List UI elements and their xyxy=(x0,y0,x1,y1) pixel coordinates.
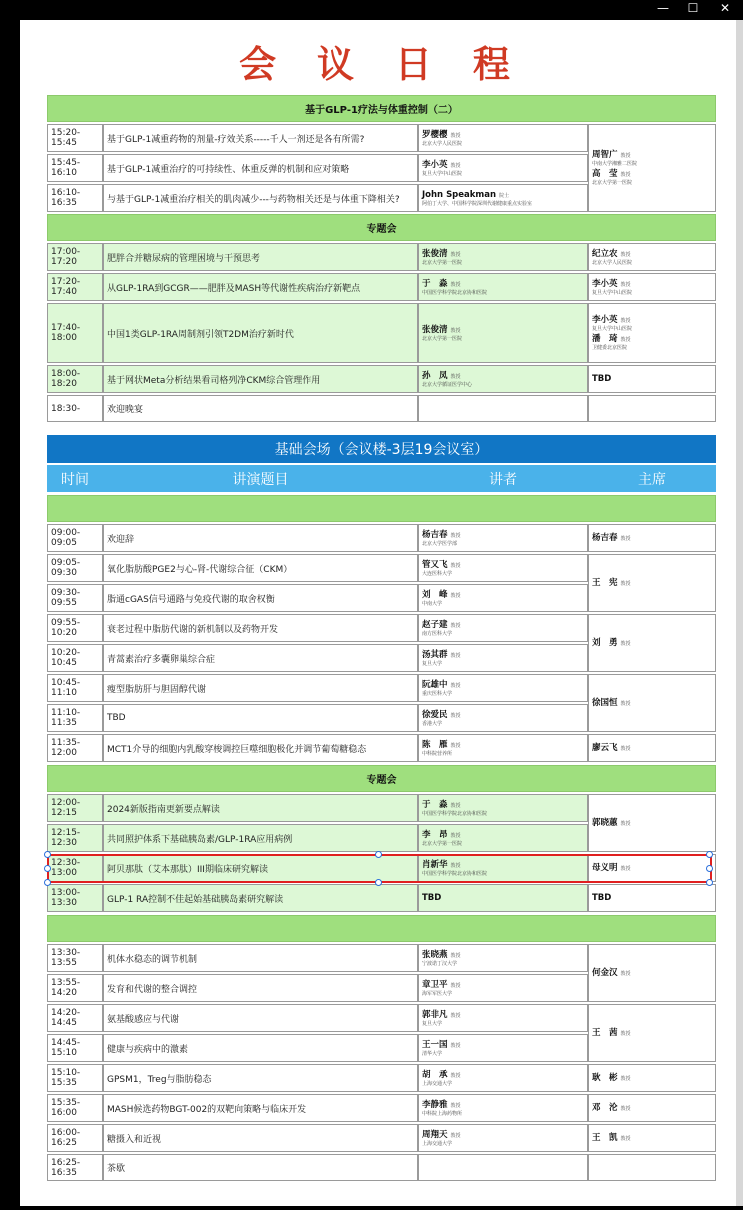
time-cell: 17:00-17:20 xyxy=(47,243,103,271)
schedule-row xyxy=(47,554,716,582)
topic-cell: 与基于GLP-1减重治疗相关的肌肉减少---与药物相关还是与体重下降相关? xyxy=(103,184,418,212)
chair-name: 耿 彬 xyxy=(592,1072,618,1083)
topic-cell: 衰老过程中脂肪代谢的新机制以及药物开发 xyxy=(103,614,418,642)
time-cell: 13:30-13:55 xyxy=(47,944,103,972)
speaker-name: 郭非凡 xyxy=(422,1009,448,1020)
time-cell: 16:25-16:35 xyxy=(47,1154,103,1181)
chair-cell xyxy=(588,1004,716,1062)
section-title: 专题会 xyxy=(47,765,716,792)
speaker-name: 赵子建 xyxy=(422,619,448,630)
chair-affiliation: 卫健委北京医院 xyxy=(592,345,628,351)
speaker-cell xyxy=(418,824,588,852)
speaker-affiliation: 南方医科大学 xyxy=(422,630,453,637)
speaker-cell xyxy=(418,944,588,972)
topic-cell: 基于网状Meta分析结果看司格列净CKM综合管理作用 xyxy=(103,365,418,393)
speaker-title: 教授 xyxy=(450,952,461,959)
chair-cell xyxy=(588,734,716,762)
speaker-affiliation: 上海交通大学 xyxy=(422,1080,453,1087)
symposium-section-1 xyxy=(47,212,716,424)
chair-title: 教授 xyxy=(620,865,631,872)
chair-affiliation: 复旦大学中山医院 xyxy=(592,289,633,296)
speaker-cell xyxy=(418,584,588,612)
topic-cell: MCT1介导的细胞内乳酸穿梭调控巨噬细胞极化并调节葡萄糖稳态 xyxy=(103,734,418,762)
time-cell: 17:40-18:00 xyxy=(47,303,103,363)
chair-title: 教授 xyxy=(620,281,631,288)
topic-cell: 健康与疾病中的激素 xyxy=(103,1034,418,1062)
speaker-cell xyxy=(418,614,588,642)
speaker-title: 教授 xyxy=(450,251,461,258)
chair-title: 教授 xyxy=(620,1030,631,1037)
speaker-title: 院士 xyxy=(499,192,510,199)
speaker-name: 于 淼 xyxy=(422,799,448,810)
chair-name: 周智广 xyxy=(592,150,618,160)
speaker-cell xyxy=(418,154,588,182)
speaker-cell xyxy=(418,974,588,1002)
speaker-title: 教授 xyxy=(450,1102,461,1109)
topic-cell: 2024新版指南更新要点解读 xyxy=(103,794,418,822)
chair-cell xyxy=(588,1064,716,1092)
speaker-affiliation: 复旦大学中山医院 xyxy=(422,170,463,177)
time-cell: 15:20-15:45 xyxy=(47,124,103,152)
chair-name: 纪立农 xyxy=(592,248,618,259)
speaker-name: 章卫平 xyxy=(422,979,448,990)
speaker-title: 教授 xyxy=(450,562,461,569)
speaker-name: 杨吉春 xyxy=(422,529,448,540)
chair-title: 教授 xyxy=(620,745,631,752)
speaker-affiliation: 北京大学医学部 xyxy=(422,540,458,547)
chair-affiliation: 北京大学第一医院 xyxy=(592,180,633,186)
chair-name: 李小英 xyxy=(592,278,618,289)
speaker-cell xyxy=(418,554,588,582)
close-button[interactable]: ✕ xyxy=(719,1,731,15)
speaker-affiliation: 重庆医科大学 xyxy=(422,690,453,697)
time-cell: 09:30-09:55 xyxy=(47,584,103,612)
chair-name: 何金汉 xyxy=(592,967,618,978)
speaker-name: 张晓燕 xyxy=(422,949,448,960)
speaker-name: TBD xyxy=(422,893,442,903)
speaker-name: 孙 凤 xyxy=(422,370,448,381)
topic-cell: 氨基酸感应与代谢 xyxy=(103,1004,418,1032)
topic-cell: 机体水稳态的调节机制 xyxy=(103,944,418,972)
speaker-title: 教授 xyxy=(450,1042,461,1049)
speaker-affiliation: 海军军医大学 xyxy=(422,990,453,997)
speaker-cell xyxy=(418,395,588,422)
schedule-row xyxy=(47,1154,716,1181)
speaker-cell xyxy=(418,1154,588,1181)
schedule-row xyxy=(47,674,716,702)
time-cell: 10:20-10:45 xyxy=(47,644,103,672)
speaker-cell xyxy=(418,303,588,363)
bottom-bar xyxy=(0,1206,743,1210)
speaker-name: 汤其群 xyxy=(422,649,448,660)
speaker-affiliation: 北京大学人民医院 xyxy=(422,140,463,147)
time-cell: 10:45-11:10 xyxy=(47,674,103,702)
speaker-cell xyxy=(418,884,588,912)
schedule-row xyxy=(47,1124,716,1152)
topic-cell: MASH候选药物BGT-002的双靶向策略与临床开发 xyxy=(103,1094,418,1122)
chair-title: 教授 xyxy=(620,1075,631,1082)
speaker-affiliation: 宁波诺丁汉大学 xyxy=(422,960,458,967)
topic-cell: 共同照护体系下基础胰岛素/GLP-1RA应用病例 xyxy=(103,824,418,852)
speaker-title: 教授 xyxy=(450,802,461,809)
chair-title: 教授 xyxy=(620,535,631,542)
section-title: 基于GLP-1疗法与体重控制（二） xyxy=(47,95,716,122)
chair-name: 王 宪 xyxy=(592,577,618,588)
section-title xyxy=(47,915,716,942)
topic-cell: 基于GLP-1减重治疗的可持续性、体重反弹的机制和应对策略 xyxy=(103,154,418,182)
time-cell: 14:20-14:45 xyxy=(47,1004,103,1032)
maximize-button[interactable]: ☐ xyxy=(687,1,699,15)
chair-title: 教授 xyxy=(620,820,631,827)
chair-title: 教授 xyxy=(620,251,631,258)
speaker-name: 张俊清 xyxy=(422,248,448,259)
speaker-title: 教授 xyxy=(450,327,461,334)
speaker-title: 教授 xyxy=(450,862,461,869)
time-cell: 09:05-09:30 xyxy=(47,554,103,582)
chair-title: 教授 xyxy=(620,318,631,324)
section-title: 专题会 xyxy=(47,214,716,241)
time-cell: 16:10-16:35 xyxy=(47,184,103,212)
speaker-affiliation: 中国医学科学院北京协和医院 xyxy=(422,870,488,877)
time-cell: 09:00-09:05 xyxy=(47,524,103,552)
chair-affiliation: 复旦大学中山医院 xyxy=(592,326,633,332)
chair-title: 教授 xyxy=(620,153,631,159)
header-speaker: 讲者 xyxy=(418,465,588,492)
speaker-affiliation: 香港大学 xyxy=(422,720,443,727)
speaker-cell xyxy=(418,1004,588,1032)
speaker-affiliation: 清华大学 xyxy=(422,1050,443,1057)
speaker-name: 徐爱民 xyxy=(422,709,448,720)
afternoon-session xyxy=(47,913,716,1183)
speaker-title: 教授 xyxy=(450,373,461,380)
speaker-cell xyxy=(418,854,588,882)
time-cell: 15:35-16:00 xyxy=(47,1094,103,1122)
chair-name: 徐国恒 xyxy=(592,697,618,708)
resize-handle-top-left[interactable] xyxy=(44,851,51,858)
window-titlebar xyxy=(0,0,743,18)
topic-cell: 阿贝那肽（艾本那肽）III期临床研究解读 xyxy=(103,854,418,882)
chair-title: 教授 xyxy=(620,1105,631,1112)
speaker-affiliation: 北京大学循证医学中心 xyxy=(422,381,473,388)
speaker-affiliation: 上海交通大学 xyxy=(422,1140,453,1147)
speaker-name: 周翔天 xyxy=(422,1129,448,1140)
chair-cell xyxy=(588,524,716,552)
resize-handle-bottom-left[interactable] xyxy=(44,879,51,886)
topic-cell: 糖摄入和近视 xyxy=(103,1124,418,1152)
speaker-title: 教授 xyxy=(450,1072,461,1079)
schedule-row xyxy=(47,734,716,762)
glp1-section xyxy=(47,93,716,214)
schedule-row xyxy=(47,884,716,912)
speaker-cell xyxy=(418,794,588,822)
speaker-title: 教授 xyxy=(450,682,461,689)
topic-cell: 氧化脂肪酸PGE2与心-肾-代谢综合征（CKM） xyxy=(103,554,418,582)
speaker-name: 李小英 xyxy=(422,159,448,170)
speaker-name: 李静雅 xyxy=(422,1099,448,1110)
schedule-row xyxy=(47,1004,716,1032)
schedule-row xyxy=(47,1064,716,1092)
topic-cell: 基于GLP-1减重药物的剂量-疗效关系-----千人一剂还是各有所需? xyxy=(103,124,418,152)
chair-name: TBD xyxy=(592,374,612,384)
chair-cell xyxy=(588,554,716,612)
topic-cell: 发育和代谢的整合调控 xyxy=(103,974,418,1002)
speaker-affiliation: 复旦大学 xyxy=(422,660,443,667)
time-cell: 12:00-12:15 xyxy=(47,794,103,822)
topic-cell: 从GLP-1RA到GCGR——肥胖及MASH等代谢性疾病治疗新靶点 xyxy=(103,273,418,301)
schedule-row xyxy=(47,124,716,152)
speaker-affiliation: 阿伯丁大学、中国科学院深圳代谢健康重点实验室 xyxy=(422,200,533,207)
time-cell: 15:10-15:35 xyxy=(47,1064,103,1092)
time-cell: 18:00-18:20 xyxy=(47,365,103,393)
speaker-cell xyxy=(418,1064,588,1092)
page-title: 会 议 日 程 xyxy=(239,43,524,86)
speaker-affiliation: 北京大学第一医院 xyxy=(422,335,463,342)
chair-cell xyxy=(588,884,716,912)
speaker-cell xyxy=(418,734,588,762)
time-cell: 18:30- xyxy=(47,395,103,422)
chair-cell xyxy=(588,243,716,271)
header-time: 时间 xyxy=(47,465,103,492)
chair-name: 王 茜 xyxy=(592,1027,618,1038)
topic-cell: 肥胖合并糖尿病的管理困境与干预思考 xyxy=(103,243,418,271)
time-cell: 13:00-13:30 xyxy=(47,884,103,912)
speaker-title: 教授 xyxy=(450,132,461,139)
schedule-row xyxy=(47,365,716,393)
resize-handle-bottom-right[interactable] xyxy=(706,879,713,886)
chair-title: 教授 xyxy=(620,970,631,977)
speaker-title: 教授 xyxy=(450,1012,461,1019)
speaker-title: 教授 xyxy=(450,832,461,839)
speaker-name: 陈 雁 xyxy=(422,739,448,750)
speaker-cell xyxy=(418,184,588,212)
chair-cell xyxy=(588,854,716,882)
speaker-title: 教授 xyxy=(450,1132,461,1139)
time-cell: 09:55-10:20 xyxy=(47,614,103,642)
chair-title: 教授 xyxy=(620,172,631,178)
time-cell: 14:45-15:10 xyxy=(47,1034,103,1062)
scrollbar[interactable] xyxy=(736,20,743,1206)
speaker-name: 刘 峰 xyxy=(422,589,448,600)
header-chair: 主席 xyxy=(588,465,716,492)
chair-title: 教授 xyxy=(620,337,631,343)
topic-cell: 茶歇 xyxy=(103,1154,418,1181)
chair-title: 教授 xyxy=(620,700,631,707)
speaker-cell xyxy=(418,124,588,152)
chair-name: 母义明 xyxy=(592,862,618,873)
chair-cell xyxy=(588,794,716,852)
time-cell: 11:10-11:35 xyxy=(47,704,103,732)
topic-cell: 欢迎晚宴 xyxy=(103,395,418,422)
chair-cell xyxy=(588,674,716,732)
chair-name: 刘 勇 xyxy=(592,637,618,648)
schedule-row xyxy=(47,794,716,822)
speaker-cell xyxy=(418,644,588,672)
topic-cell: GLP-1 RA控制不佳起始基础胰岛素研究解读 xyxy=(103,884,418,912)
speaker-name: 张俊清 xyxy=(422,324,448,335)
speaker-affiliation: 中国医学科学院北京协和医院 xyxy=(422,289,488,296)
schedule-row xyxy=(47,1094,716,1122)
schedule-row xyxy=(47,524,716,552)
speaker-name: John Speakman xyxy=(422,189,497,200)
topic-cell: GPSM1，Treg与脂肪稳态 xyxy=(103,1064,418,1092)
symposium-section-2 xyxy=(47,763,716,914)
topic-cell: 欢迎辞 xyxy=(103,524,418,552)
chair-title: 教授 xyxy=(620,580,631,587)
chair-name: 杨吉春 xyxy=(592,532,618,543)
speaker-name: 管又飞 xyxy=(422,559,448,570)
chair-cell xyxy=(588,124,716,212)
speaker-affiliation: 复旦大学 xyxy=(422,1020,443,1027)
time-cell: 12:30-13:00 xyxy=(47,854,103,882)
speaker-name: 李 昂 xyxy=(422,829,448,840)
topic-cell: 中国1类GLP-1RA周制剂引领T2DM治疗新时代 xyxy=(103,303,418,363)
schedule-row xyxy=(47,303,716,363)
time-cell: 16:00-16:25 xyxy=(47,1124,103,1152)
speaker-name: 阮雄中 xyxy=(422,679,448,690)
speaker-cell xyxy=(418,1124,588,1152)
speaker-cell xyxy=(418,243,588,271)
chair-name: 潘 琦 xyxy=(592,334,618,344)
venue-title: 基础会场（会议楼-3层19会议室） xyxy=(47,435,716,463)
chair-affiliation: 中南大学湘雅二医院 xyxy=(592,161,638,167)
speaker-name: 肖新华 xyxy=(422,859,448,870)
schedule-row xyxy=(47,395,716,422)
speaker-title: 教授 xyxy=(450,622,461,629)
chair-name: 廖云飞 xyxy=(592,742,618,753)
speaker-affiliation: 中南大学 xyxy=(422,600,443,607)
speaker-title: 教授 xyxy=(450,712,461,719)
chair-affiliation: 北京大学人民医院 xyxy=(592,259,633,266)
chair-cell xyxy=(588,1124,716,1152)
schedule-row xyxy=(47,273,716,301)
time-cell: 17:20-17:40 xyxy=(47,273,103,301)
resize-handle-top[interactable] xyxy=(375,851,382,858)
speaker-name: 胡 承 xyxy=(422,1069,448,1080)
speaker-title: 教授 xyxy=(450,532,461,539)
chair-name: TBD xyxy=(592,893,612,903)
speaker-cell xyxy=(418,365,588,393)
topic-cell: 青蒿素治疗多囊卵巢综合症 xyxy=(103,644,418,672)
basic-session xyxy=(47,493,716,764)
chair-name: 邓 沦 xyxy=(592,1102,618,1113)
resize-handle-top-right[interactable] xyxy=(706,851,713,858)
topic-cell: TBD xyxy=(103,704,418,732)
minimize-button[interactable]: — xyxy=(657,1,669,15)
topic-cell: 脂通cGAS信号通路与免疫代谢的取舍权衡 xyxy=(103,584,418,612)
chair-cell xyxy=(588,1154,716,1181)
time-cell: 15:45-16:10 xyxy=(47,154,103,182)
section-title xyxy=(47,495,716,522)
header-topic: 讲演题目 xyxy=(103,465,418,492)
speaker-cell xyxy=(418,1034,588,1062)
chair-cell xyxy=(588,365,716,393)
speaker-title: 教授 xyxy=(450,281,461,288)
speaker-title: 教授 xyxy=(450,592,461,599)
chair-cell xyxy=(588,944,716,1002)
resize-handle-bottom[interactable] xyxy=(375,879,382,886)
time-cell: 12:15-12:30 xyxy=(47,824,103,852)
schedule-row xyxy=(47,944,716,972)
speaker-affiliation: 北京大学第一医院 xyxy=(422,840,463,847)
speaker-title: 教授 xyxy=(450,982,461,989)
speaker-title: 教授 xyxy=(450,652,461,659)
speaker-affiliation: 中国医学科学院北京协和医院 xyxy=(422,810,488,817)
schedule-row-selected[interactable] xyxy=(47,854,716,882)
chair-name: 李小英 xyxy=(592,315,618,325)
speaker-cell xyxy=(418,674,588,702)
chair-cell xyxy=(588,614,716,672)
speaker-name: 王一国 xyxy=(422,1039,448,1050)
schedule-row xyxy=(47,614,716,642)
resize-handle-right[interactable] xyxy=(706,865,713,872)
speaker-name: 罗樱樱 xyxy=(422,129,448,140)
time-cell: 13:55-14:20 xyxy=(47,974,103,1002)
topic-cell: 瘦型脂肪肝与胆固醇代谢 xyxy=(103,674,418,702)
time-cell: 11:35-12:00 xyxy=(47,734,103,762)
speaker-cell xyxy=(418,704,588,732)
resize-handle-left[interactable] xyxy=(44,865,51,872)
speaker-affiliation: 北京大学第一医院 xyxy=(422,259,463,266)
venue-header xyxy=(47,433,716,494)
chair-title: 教授 xyxy=(620,1135,631,1142)
speaker-title: 教授 xyxy=(450,162,461,169)
chair-name: 高 莹 xyxy=(592,169,618,179)
speaker-name: 于 淼 xyxy=(422,278,448,289)
chair-name: 郭晓蕙 xyxy=(592,817,618,828)
speaker-affiliation: 中科院上海药物所 xyxy=(422,1110,463,1117)
speaker-affiliation: 中科院营养所 xyxy=(422,750,453,757)
speaker-affiliation: 大连医科大学 xyxy=(422,570,453,577)
speaker-cell xyxy=(418,1094,588,1122)
speaker-cell xyxy=(418,273,588,301)
speaker-title: 教授 xyxy=(450,742,461,749)
speaker-cell xyxy=(418,524,588,552)
chair-cell xyxy=(588,1094,716,1122)
chair-cell xyxy=(588,395,716,422)
chair-cell xyxy=(588,303,716,363)
chair-cell xyxy=(588,273,716,301)
chair-title: 教授 xyxy=(620,640,631,647)
schedule-row xyxy=(47,243,716,271)
chair-name: 王 凯 xyxy=(592,1132,618,1143)
